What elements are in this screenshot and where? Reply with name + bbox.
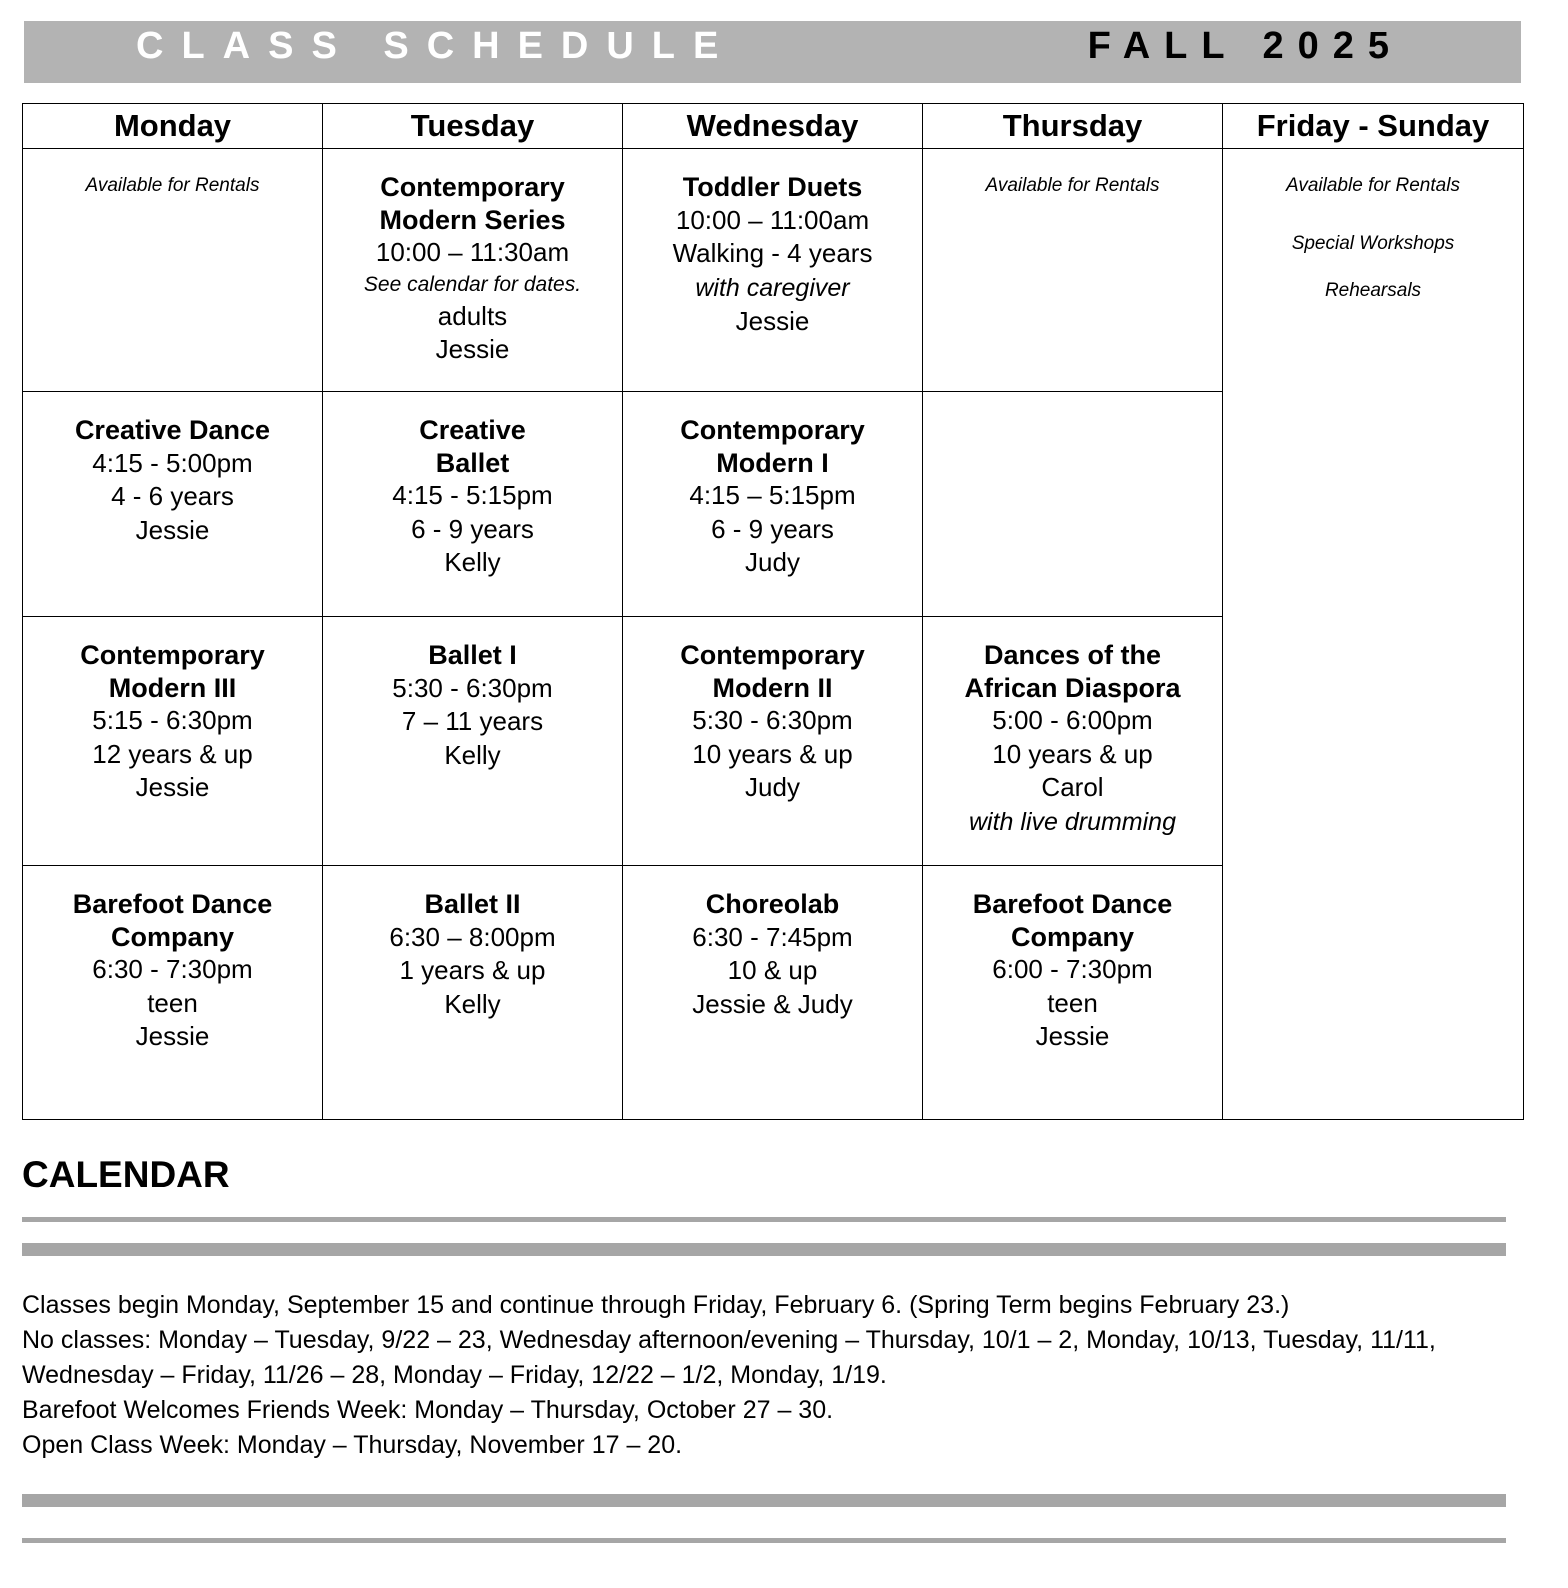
class-note: See calendar for dates. [363, 272, 582, 296]
class-cell [623, 617, 923, 866]
class-age: 4 - 6 years [111, 481, 234, 511]
day-header-weekend: Friday - Sunday [1223, 104, 1524, 149]
class-extra: with live drumming [968, 807, 1176, 836]
divider-rule [22, 1217, 1506, 1222]
class-cell [923, 617, 1223, 866]
class-time: 5:30 - 6:30pm [392, 672, 553, 703]
day-header-wednesday: Wednesday [623, 104, 923, 149]
class-age: teen [147, 987, 198, 1018]
class-teacher: Kelly [444, 547, 501, 577]
day-header-monday: Monday [23, 104, 323, 149]
class-title: Modern II [712, 672, 833, 703]
class-title: Creative [419, 415, 526, 445]
class-teacher: Jessie [135, 1021, 210, 1051]
class-cell [23, 392, 323, 617]
empty-cell [923, 392, 1223, 617]
day-header-tuesday: Tuesday [323, 104, 623, 149]
class-teacher: Judy [745, 547, 800, 577]
class-teacher: Jessie [135, 772, 210, 802]
class-title: Contemporary [680, 640, 865, 670]
day-header-row [23, 104, 1524, 149]
class-time: 6:30 – 8:00pm [389, 921, 556, 952]
class-title: Company [1010, 921, 1135, 952]
class-time: 4:15 - 5:15pm [392, 480, 553, 510]
rental-note: Available for Rentals [85, 175, 260, 196]
banner-term: FALL 2025 [1087, 25, 1403, 67]
class-cell [23, 866, 323, 1120]
calendar-body [22, 1288, 1522, 1463]
class-time: 5:00 - 6:00pm [992, 705, 1153, 735]
class-teacher: Jessie [135, 514, 210, 545]
class-title: Ballet II [424, 889, 521, 919]
class-title: Contemporary [80, 640, 265, 670]
class-age: 12 years & up [92, 738, 253, 769]
class-cell [923, 866, 1223, 1120]
class-title: Modern III [108, 672, 237, 703]
class-time: 6:00 - 7:30pm [992, 954, 1153, 984]
weekend-item: Special Workshops [1291, 233, 1455, 254]
class-time: 5:15 - 6:30pm [92, 705, 253, 735]
class-title: Creative Dance [74, 415, 271, 445]
class-teacher: Jessie [735, 305, 810, 336]
class-age: 7 – 11 years [401, 706, 544, 736]
class-age: teen [1047, 987, 1098, 1018]
class-age: 10 years & up [992, 738, 1153, 769]
class-time: 6:30 - 7:30pm [92, 954, 253, 984]
class-title: Ballet I [428, 640, 517, 670]
class-age: 10 & up [727, 955, 818, 985]
class-title: Company [110, 921, 235, 952]
class-schedule-table [22, 103, 1524, 1120]
class-title: Modern Series [379, 204, 566, 235]
class-age: 10 years & up [692, 738, 853, 769]
divider-rule [22, 1494, 1506, 1507]
divider-rule [22, 1538, 1506, 1543]
divider-rule [22, 1243, 1506, 1256]
calendar-line: Barefoot Welcomes Friends Week: Monday – Thursday, October 27 – 30. [22, 1396, 834, 1424]
class-title: Ballet [435, 447, 510, 478]
class-teacher: Kelly [444, 739, 501, 770]
schedule-row [23, 149, 1524, 392]
class-title: Dances of the [983, 640, 1162, 670]
class-time: 4:15 – 5:15pm [689, 480, 856, 510]
weekend-item: Rehearsals [1324, 280, 1422, 301]
calendar-line: Classes begin Monday, September 15 and continue through Friday, February 6. (Spring Term begins February 23.) [22, 1291, 1290, 1319]
class-teacher: Jessie [435, 334, 510, 364]
class-time: 10:00 – 11:30am [375, 237, 570, 267]
class-teacher: Judy [745, 772, 800, 802]
class-teacher: Jessie & Judy [692, 988, 853, 1019]
class-cell [323, 866, 623, 1120]
class-teacher: Carol [1041, 772, 1104, 802]
class-cell [623, 392, 923, 617]
class-age: 6 - 9 years [711, 513, 834, 544]
class-age: 6 - 9 years [411, 513, 534, 544]
class-age: 1 years & up [399, 955, 546, 985]
class-cell [323, 149, 623, 392]
class-teacher: Jessie [1035, 1021, 1110, 1051]
schedule-banner [24, 21, 1521, 83]
class-cell [923, 149, 1223, 392]
class-title: Modern I [716, 447, 829, 478]
class-extra: with caregiver [695, 273, 850, 302]
class-title: Contemporary [380, 172, 565, 202]
class-title: Contemporary [680, 415, 865, 445]
class-cell [23, 617, 323, 866]
class-cell [323, 617, 623, 866]
class-age: adults [437, 300, 508, 331]
class-title: Barefoot Dance [972, 889, 1173, 919]
banner-title: CLASS SCHEDULE [136, 25, 737, 67]
class-title: African Diaspora [964, 672, 1181, 703]
class-age: Walking - 4 years [672, 238, 873, 268]
calendar-line: No classes: Monday – Tuesday, 9/22 – 23, Wednesday afternoon/evening – Thursday, 10/1 – 2, Monday, 10/13, Tuesday, 11/11, Wednesday – Friday, 11/26 – 28, Monday – Friday, 12/22 – 1/2, Monday, 1/19. [22, 1326, 1436, 1389]
class-time: 5:30 - 6:30pm [692, 705, 853, 735]
class-title: Barefoot Dance [72, 889, 273, 919]
calendar-line: Open Class Week: Monday – Thursday, November 17 – 20. [22, 1431, 683, 1459]
class-title: Choreolab [705, 889, 840, 919]
rental-note: Available for Rentals [985, 175, 1160, 196]
class-teacher: Kelly [444, 988, 501, 1019]
weekend-cell [1223, 149, 1524, 1120]
class-time: 10:00 – 11:00am [675, 204, 870, 235]
class-time: 4:15 - 5:00pm [92, 447, 253, 478]
weekend-item: Available for Rentals [1286, 175, 1460, 196]
calendar-heading: CALENDAR [22, 1154, 230, 1195]
class-cell [323, 392, 623, 617]
day-header-thursday: Thursday [923, 104, 1223, 149]
class-cell [623, 149, 923, 392]
class-cell [623, 866, 923, 1120]
class-cell [23, 149, 323, 392]
class-time: 6:30 - 7:45pm [692, 921, 853, 952]
class-title: Toddler Duets [682, 172, 863, 202]
